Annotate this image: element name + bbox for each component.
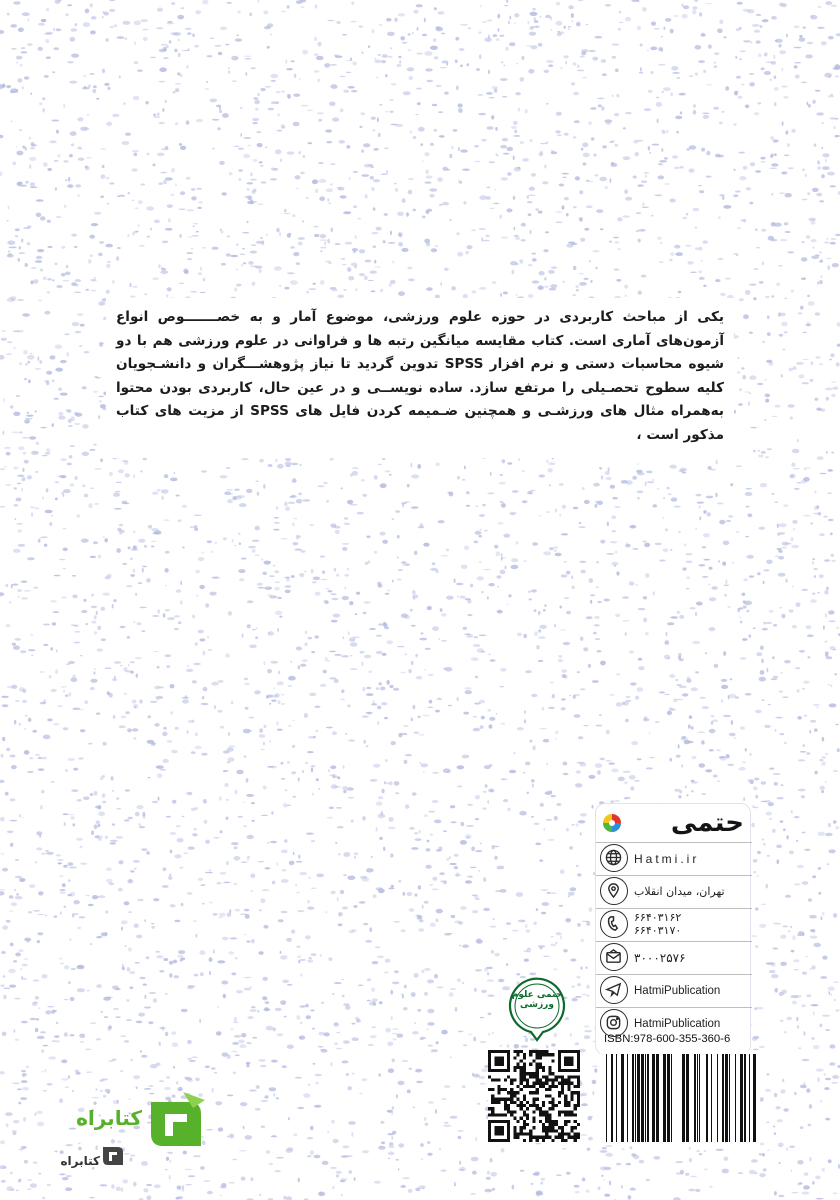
phone-number-2: ۶۶۴۰۳۱۷۰ (634, 924, 682, 937)
telegram-handle[interactable]: HatmiPublication (634, 984, 721, 997)
sms-row (596, 941, 752, 975)
sms-envelope-icon (600, 943, 628, 971)
phone-icon (600, 910, 628, 938)
qr-code[interactable] (488, 1050, 580, 1142)
website-text[interactable]: Hatmi.ir (634, 851, 700, 866)
description-box (106, 298, 734, 458)
website-row[interactable] (596, 842, 752, 876)
isbn-text: ISBN:978-600-355-360-6 (604, 1033, 731, 1045)
barcode (600, 1050, 760, 1145)
instagram-handle[interactable]: HatmiPublication (634, 1017, 721, 1030)
publisher-logo: حتمی (670, 808, 744, 838)
address-text: تهران، میدان انقلاب (634, 885, 725, 898)
series-seal-text: حتمی علوم ورزشی (511, 990, 563, 1010)
store-watermark-text: کتابراه (76, 1106, 142, 1130)
globe-icon (600, 844, 628, 872)
telegram-icon (600, 976, 628, 1004)
store-watermark-small-text: کتابراه (60, 1154, 100, 1168)
sms-number: ۳۰۰۰۲۵۷۶ (634, 950, 686, 965)
publisher-info-box (595, 803, 751, 1055)
store-small-logo-icon (100, 1142, 126, 1168)
store-logo-icon (143, 1088, 209, 1154)
phone-row (596, 908, 752, 942)
address-row (596, 875, 752, 909)
phone-numbers (634, 908, 748, 941)
location-pin-icon (600, 877, 628, 905)
telegram-row[interactable] (596, 974, 752, 1008)
description-text: یکی از مباحث کاربردی در حوزه علوم ورزشی، موضوع آمار و به خصـــــــوص انواع آزمون‌های آماری است. کتاب مقایسه میانگین رتبه ها و فراوانی در علوم ورزشی هم با دو شیوه محاسبات دستی و نرم افزار SPSS تدوین گردید تا نیاز پژوهشـــگران و دانشـجویان کلیه سطوح تحصـیلی را مرتفع سازد. ساده نویســی و در عین حال، کاربردی بودن محتوا به‌همراه مثال های ورزشـی و همچنین ضـمیمه کردن فایل های SPSS از مزیت های کتاب مذکور است ، (116, 309, 724, 443)
phone-number-1: ۶۶۴۰۳۱۶۲ (634, 911, 682, 924)
color-wheel-icon (602, 813, 622, 833)
publisher-brand-row (596, 804, 752, 843)
